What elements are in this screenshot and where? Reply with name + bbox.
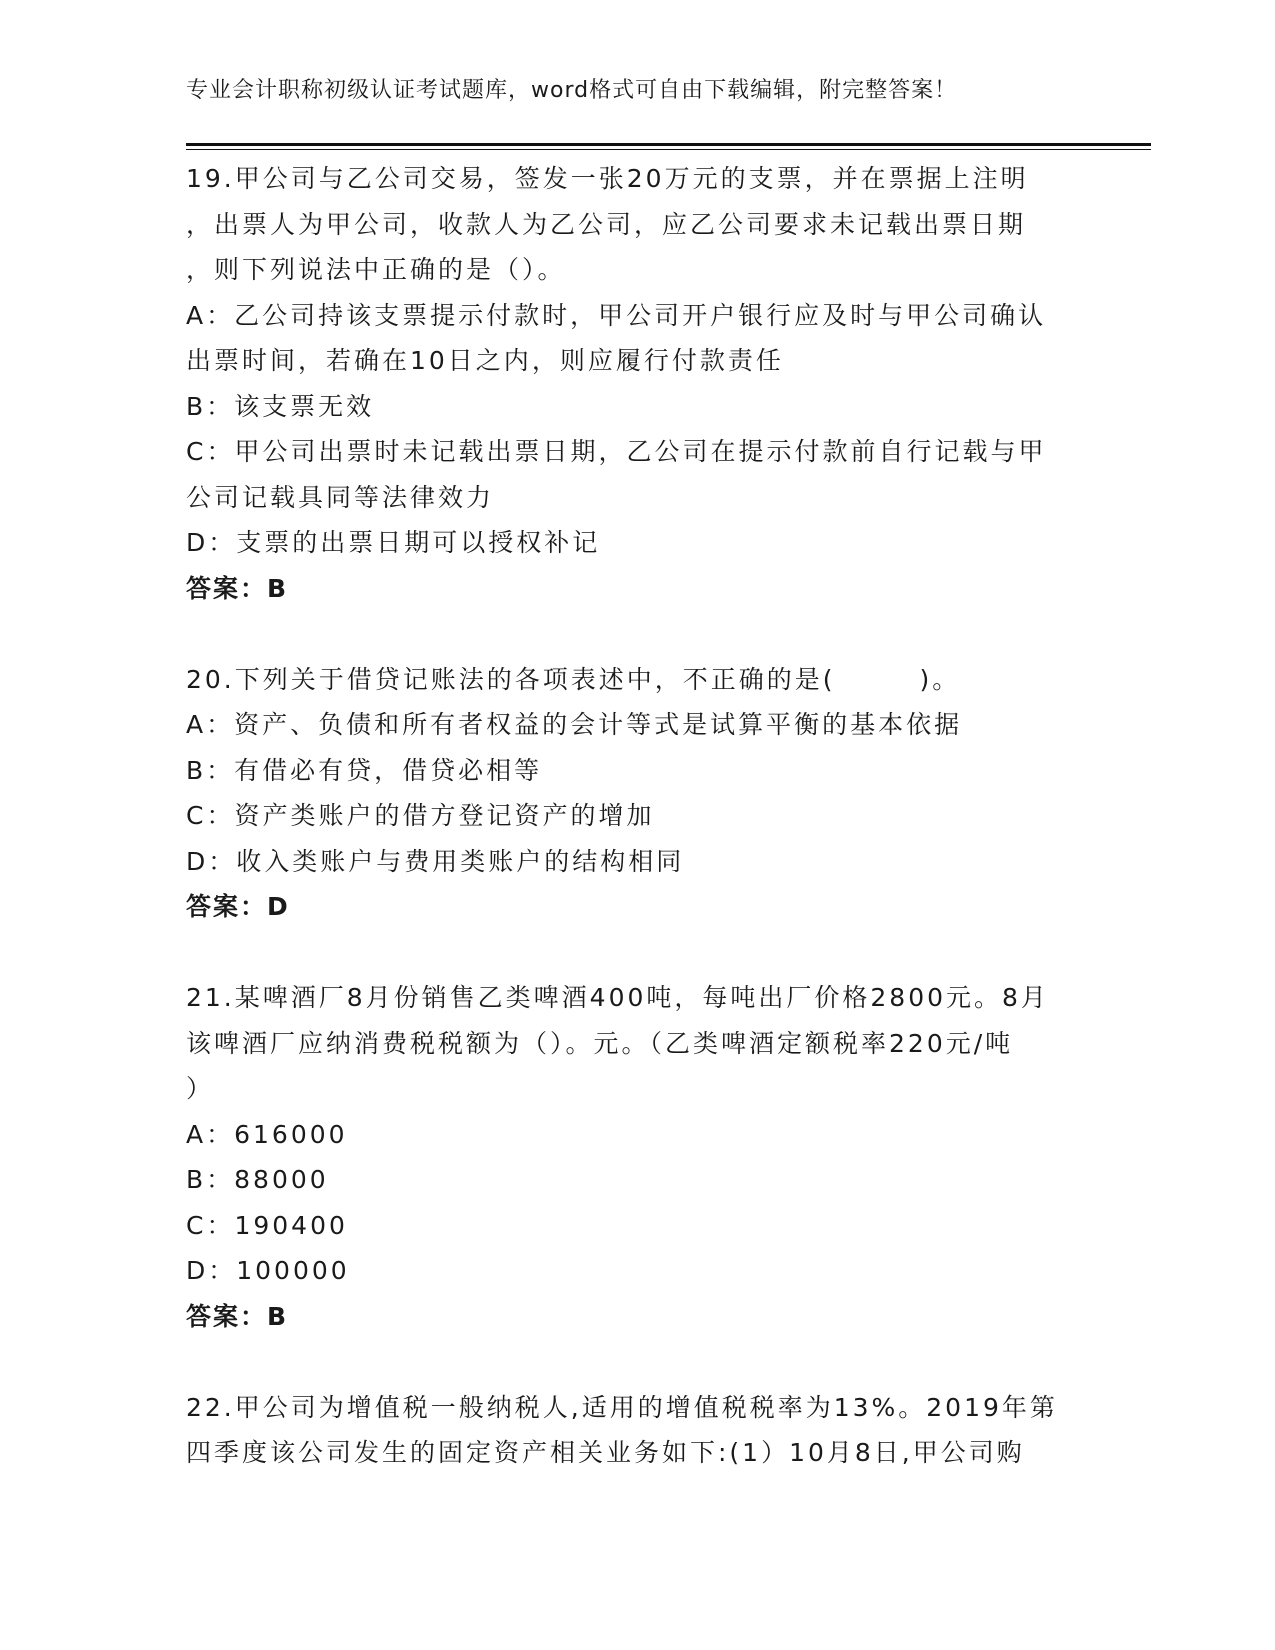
- question-stem-line: 21.某啤酒厂8月份销售乙类啤酒400吨，每吨出厂价格2800元。8月: [186, 983, 1049, 1012]
- option-b-line: B：该支票无效: [186, 391, 375, 421]
- question-spacer: [186, 611, 1086, 657]
- answer-label: 答案：B: [186, 1301, 289, 1331]
- question-stem-line: ，则下列说法中正确的是（）。: [186, 255, 566, 284]
- question-stem-line: 19.甲公司与乙公司交易，签发一张20万元的支票，并在票据上注明: [186, 164, 1029, 193]
- option-b-line: B：有借必有贷，借贷必相等: [186, 755, 543, 785]
- header-divider-thick: [186, 143, 1151, 146]
- option-c-line: 公司记载具同等法律效力: [186, 482, 495, 512]
- question-stem-line: ）: [186, 1074, 215, 1103]
- question-stem-line: 22.甲公司为增值税一般纳税人,适用的增值税税率为13%。2019年第: [186, 1392, 1058, 1422]
- option-b-line: B：88000: [186, 1165, 329, 1194]
- answer-label: 答案：B: [186, 573, 289, 603]
- question-stem-line: ，出票人为甲公司，收款人为乙公司，应乙公司要求未记载出票日期: [186, 209, 1027, 239]
- question-stem-line: 四季度该公司发生的固定资产相关业务如下:(1）10月8日,甲公司购: [186, 1438, 1025, 1467]
- question-stem-line: 20.下列关于借贷记账法的各项表述中，不正确的是( )。: [186, 664, 961, 694]
- option-c-line: C：甲公司出票时未记载出票日期，乙公司在提示付款前自行记载与甲: [186, 437, 1047, 466]
- option-a-line: 出票时间，若确在10日之内，则应履行付款责任: [186, 346, 784, 375]
- option-c-line: C：资产类账户的借方登记资产的增加: [186, 801, 655, 830]
- question-list: [186, 156, 1086, 1476]
- option-d-line: D：收入类账户与费用类账户的结构相同: [186, 846, 685, 876]
- header-divider-thin: [186, 149, 1151, 150]
- option-a-line: A：资产、负债和所有者权益的会计等式是试算平衡的基本依据: [186, 710, 963, 739]
- question-stem-line: 该啤酒厂应纳消费税税额为（）。元。（乙类啤酒定额税率220元/吨: [186, 1028, 1014, 1058]
- question-19: [186, 156, 1086, 611]
- page-header: 专业会计职称初级认证考试题库，word格式可自由下载编辑，附完整答案！: [186, 78, 958, 103]
- answer-label: 答案：D: [186, 892, 290, 921]
- option-a-line: A：616000: [186, 1119, 348, 1149]
- option-a-line: A：乙公司持该支票提示付款时，甲公司开户银行应及时与甲公司确认: [186, 300, 1047, 330]
- option-d-line: D：100000: [186, 1256, 350, 1285]
- option-d-line: D：支票的出票日期可以授权补记: [186, 528, 601, 557]
- question-21: [186, 975, 1086, 1339]
- question-20: [186, 657, 1086, 930]
- question-spacer: [186, 930, 1086, 976]
- question-22: [186, 1385, 1086, 1476]
- question-spacer: [186, 1339, 1086, 1385]
- option-c-line: C：190400: [186, 1210, 348, 1240]
